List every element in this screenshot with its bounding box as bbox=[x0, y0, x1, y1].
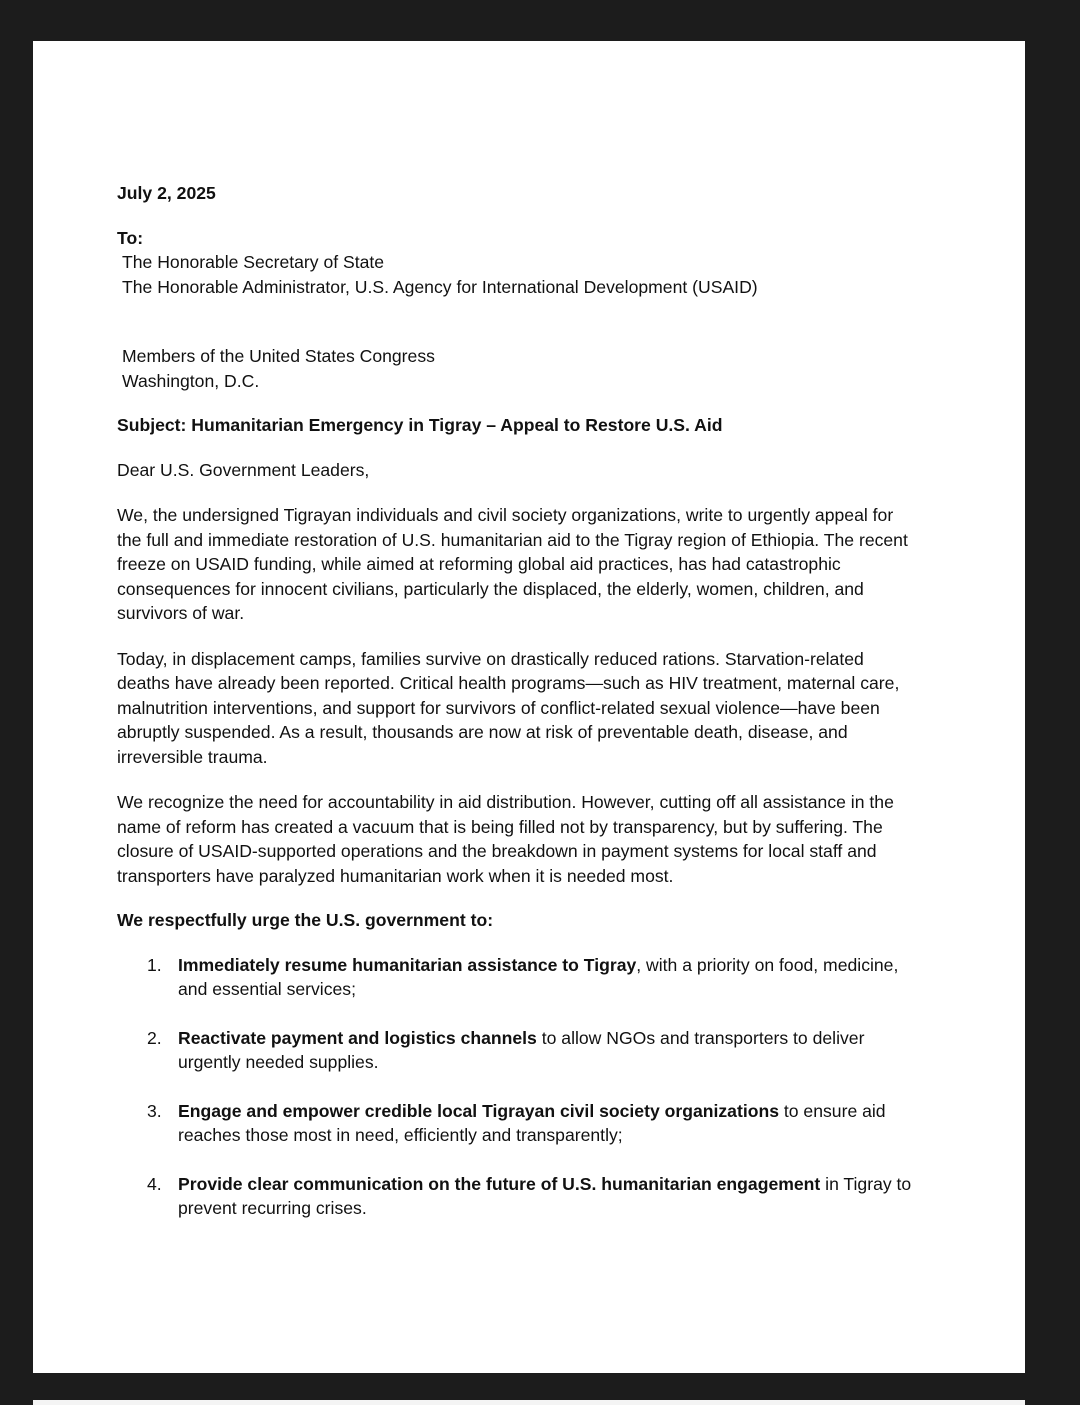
action-item bbox=[117, 1172, 917, 1221]
paragraph-conditions: Today, in displacement camps, families survive on drastically reduced rations. Starvation-related deaths have already been reported. Critical health programs—such as HIV treatment, maternal care, malnutrition interventions, and support for survivors of conflict-related sexual violence—have been abruptly suspended. As a result, thousands are now at risk of preventable death, disease, and irreversible trauma. bbox=[117, 648, 900, 767]
action-number: 3. bbox=[147, 1100, 162, 1121]
action-item bbox=[117, 1099, 917, 1148]
to-label: To: bbox=[117, 227, 144, 248]
recipient-administrator: The Honorable Administrator, U.S. Agency for International Development (USAID) bbox=[122, 276, 758, 297]
urge-heading: We respectfully urge the U.S. government to: bbox=[117, 910, 494, 930]
letter-page bbox=[33, 41, 1025, 1373]
letter-date: July 2, 2025 bbox=[117, 183, 216, 203]
letter-body bbox=[117, 181, 917, 1245]
paragraph-appeal: We, the undersigned Tigrayan individuals and civil society organizations, write to urgently appeal for the full and immediate restoration of U.S. humanitarian aid to the Tigray region of Ethiopia. The recent freeze on USAID funding, while aimed at reforming global aid practices, has had catastrophic consequences for innocent civilians, particularly the displaced, the elderly, women, children, and survivors of war. bbox=[117, 505, 908, 623]
action-item bbox=[117, 953, 917, 1002]
action-bold-text: Engage and empower credible local Tigrayan civil society organizations bbox=[178, 1100, 779, 1121]
letter-greeting: Dear U.S. Government Leaders, bbox=[117, 459, 370, 480]
action-bold-text: Reactivate payment and logistics channels bbox=[178, 1027, 537, 1048]
action-text: to allow NGOs and transporters to deliver urgently needed supplies. bbox=[178, 1027, 865, 1072]
action-number: 2. bbox=[147, 1027, 162, 1048]
action-text: , with a priority on food, medicine, and essential services; bbox=[178, 954, 899, 999]
recipient-location: Washington, D.C. bbox=[122, 370, 260, 391]
letter-subject: Subject: Humanitarian Emergency in Tigray – Appeal to Restore U.S. Aid bbox=[117, 415, 723, 435]
action-bold-text: Immediately resume humanitarian assistance to Tigray bbox=[178, 954, 637, 975]
next-page-edge bbox=[33, 1400, 1025, 1405]
action-number: 1. bbox=[147, 954, 162, 975]
paragraph-accountability: We recognize the need for accountability in aid distribution. However, cutting off all assistance in the name of reform has created a vacuum that is being filled not by transparency, but by suffering. The closure of USAID-supported operations and the breakdown in payment systems for local staff and transporters have paralyzed humanitarian work when it is needed most. bbox=[117, 792, 894, 886]
action-number: 4. bbox=[147, 1173, 162, 1194]
recipient-congress: Members of the United States Congress bbox=[122, 346, 435, 366]
action-item bbox=[117, 1026, 917, 1075]
action-bold-text: Provide clear communication on the future of U.S. humanitarian engagement bbox=[178, 1173, 821, 1194]
action-text: to ensure aid reaches those most in need, efficiently and transparently; bbox=[178, 1100, 886, 1145]
action-text: in Tigray to prevent recurring crises. bbox=[178, 1173, 912, 1218]
recipient-secretary: The Honorable Secretary of State bbox=[122, 252, 385, 272]
action-list bbox=[117, 953, 917, 1221]
